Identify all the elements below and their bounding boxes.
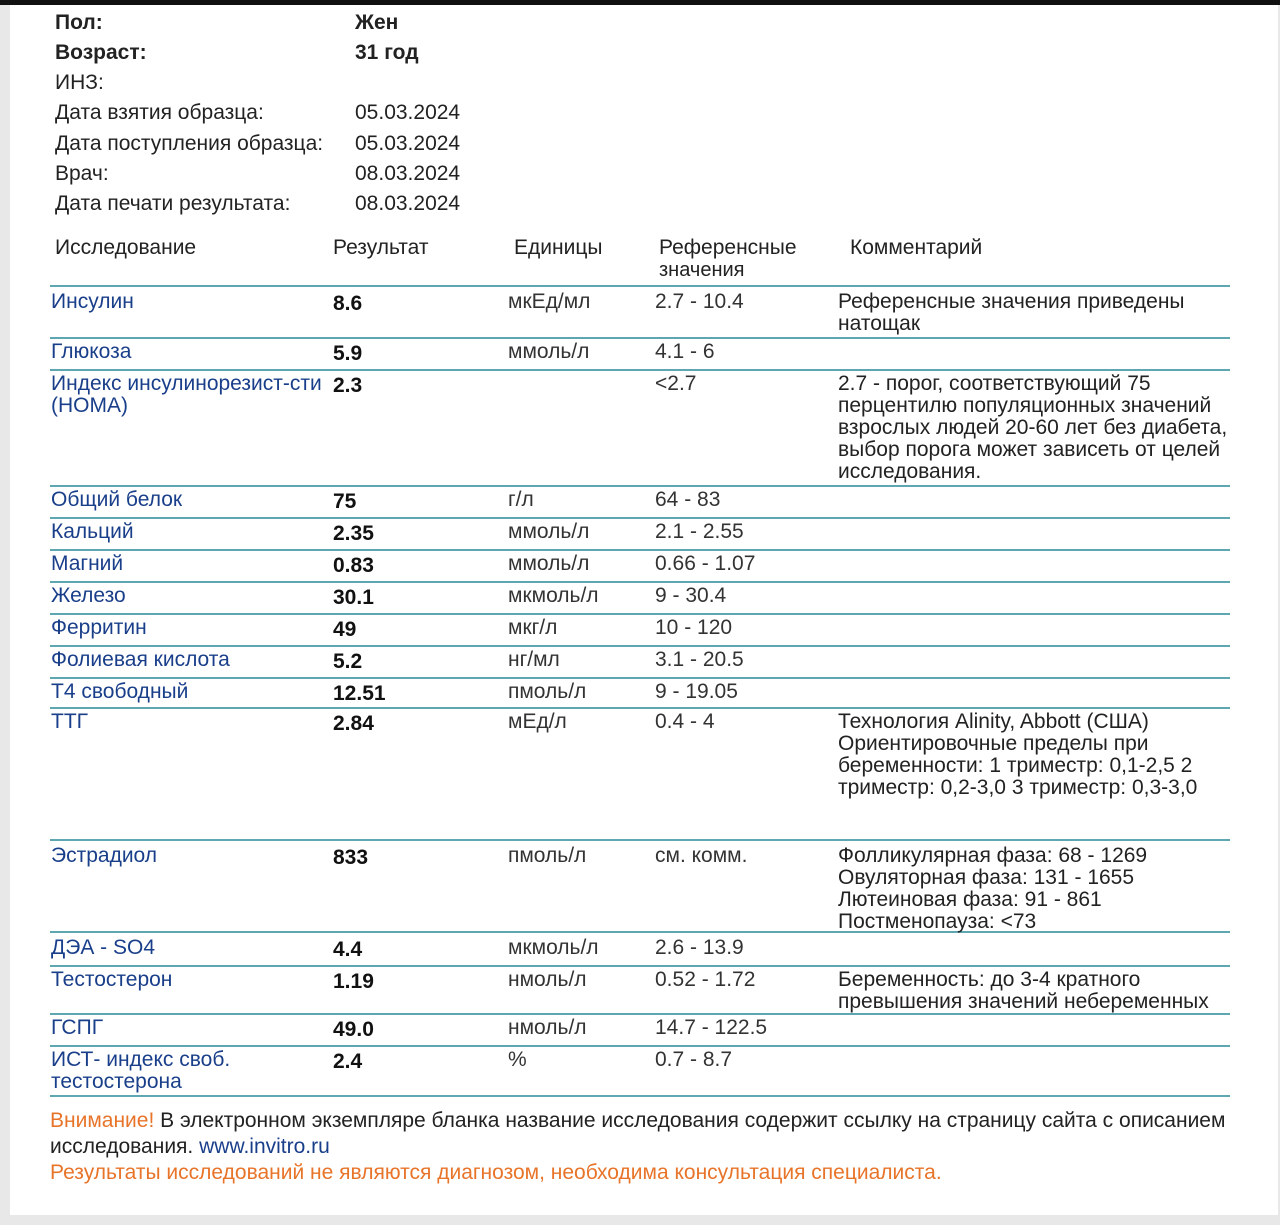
test-name-link[interactable]: Индекс инсулинорезист-сти (HOMA) — [51, 372, 322, 417]
warning-note — [50, 1108, 1250, 1160]
reference-range: 2.6 - 13.9 — [655, 936, 744, 959]
table-row — [50, 551, 1230, 583]
test-name-link[interactable]: Общий белок — [51, 488, 183, 511]
table-row — [50, 843, 1230, 933]
units: ммоль/л — [508, 552, 590, 575]
reference-range: см. комм. — [655, 844, 748, 867]
result-value: 75 — [333, 490, 357, 513]
site-link[interactable]: www.invitro.ru — [199, 1135, 330, 1158]
comment: Референсные значения приведены натощак — [838, 290, 1185, 335]
units: г/л — [508, 488, 534, 511]
age-value: 31 год — [355, 41, 419, 64]
reference-range: <2.7 — [655, 372, 697, 395]
result-value: 2.84 — [333, 712, 374, 735]
table-row — [50, 615, 1230, 647]
units: нг/мл — [508, 648, 560, 671]
test-name-link[interactable]: Тестостерон — [51, 968, 173, 991]
column-header-reference-line1: Референсные — [659, 236, 797, 259]
table-row — [50, 289, 1230, 339]
result-value: 2.35 — [333, 522, 374, 545]
column-header-reference-line2: значения — [659, 259, 745, 281]
units: нмоль/л — [508, 1016, 587, 1039]
age-label: Возраст: — [55, 41, 147, 64]
units: мкг/л — [508, 616, 558, 639]
table-row — [50, 583, 1230, 615]
test-name-link[interactable]: Железо — [51, 584, 126, 607]
test-name-link[interactable]: ДЭА - SO4 — [51, 936, 156, 959]
doctor-value: 08.03.2024 — [355, 162, 461, 185]
units: мкмоль/л — [508, 584, 599, 607]
test-name-link[interactable]: Глюкоза — [51, 340, 132, 363]
sex-value: Жен — [355, 11, 399, 34]
result-value: 8.6 — [333, 292, 363, 315]
comment: Технология Alinity, Abbott (США) Ориентировочные пределы при беременности: 1 триместр: 0,1-2,5 2 триместр: 0,2-3,0 3 триместр: 0,3-3,0 — [838, 710, 1198, 799]
table-row — [50, 679, 1230, 709]
test-name-link[interactable]: Т4 свободный — [51, 680, 189, 703]
comment: Фолликулярная фаза: 68 - 1269 Овуляторная фаза: 131 - 1655 Лютеиновая фаза: 91 - 861 Постменопауза: <73 — [838, 844, 1148, 933]
sample-received-value: 05.03.2024 — [355, 132, 461, 155]
units: % — [508, 1048, 527, 1071]
result-value: 4.4 — [333, 938, 363, 961]
reference-range: 10 - 120 — [655, 616, 733, 639]
table-row — [50, 519, 1230, 551]
test-name-link[interactable]: Инсулин — [51, 290, 134, 313]
reference-range: 0.4 - 4 — [655, 710, 715, 733]
units: мкЕд/мл — [508, 290, 591, 313]
units: ммоль/л — [508, 340, 590, 363]
reference-range: 0.52 - 1.72 — [655, 968, 756, 991]
reference-range: 9 - 30.4 — [655, 584, 727, 607]
result-value: 49.0 — [333, 1018, 374, 1041]
column-header-test: Исследование — [55, 236, 197, 259]
test-name-link[interactable]: Ферритин — [51, 616, 147, 639]
reference-range: 0.7 - 8.7 — [655, 1048, 733, 1071]
result-value: 2.4 — [333, 1050, 363, 1073]
sex-label: Пол: — [55, 11, 103, 34]
result-value: 30.1 — [333, 586, 374, 609]
table-row — [50, 1047, 1230, 1097]
test-name-link[interactable]: ГСПГ — [51, 1016, 104, 1039]
comment: Беременность: до 3-4 кратного превышения значений небеременных — [838, 968, 1209, 1013]
sample-received-label: Дата поступления образца: — [55, 132, 324, 155]
lab-report-sheet — [10, 5, 1278, 1215]
table-row — [50, 1015, 1230, 1047]
test-name-link[interactable]: Магний — [51, 552, 124, 575]
test-name-link[interactable]: ИСТ- индекс своб. тестостерона — [51, 1048, 231, 1093]
result-value: 12.51 — [333, 682, 386, 705]
units: мЕд/л — [508, 710, 567, 733]
result-value: 1.19 — [333, 970, 374, 993]
warning-word: Внимание! — [50, 1109, 155, 1132]
units: пмоль/л — [508, 844, 587, 867]
sample-taken-label: Дата взятия образца: — [55, 101, 264, 124]
reference-range: 2.1 - 2.55 — [655, 520, 744, 543]
column-header-units: Единицы — [514, 236, 603, 259]
reference-range: 9 - 19.05 — [655, 680, 738, 703]
table-row — [50, 935, 1230, 967]
test-name-link[interactable]: ТТГ — [51, 710, 89, 733]
comment: 2.7 - порог, соответствующий 75 перцентилю популяционных значений взрослых людей 20-60 лет без диабета, выбор порога может зависеть от целей исследования. — [838, 372, 1228, 483]
reference-range: 3.1 - 20.5 — [655, 648, 744, 671]
reference-range: 4.1 - 6 — [655, 340, 715, 363]
sample-taken-value: 05.03.2024 — [355, 101, 461, 124]
print-date-label: Дата печати результата: — [55, 192, 291, 215]
test-name-link[interactable]: Кальций — [51, 520, 134, 543]
result-value: 5.2 — [333, 650, 363, 673]
column-header-result: Результат — [333, 236, 429, 259]
table-row — [50, 371, 1230, 487]
disclaimer: Результаты исследований не являются диагнозом, необходима консультация специалиста. — [50, 1161, 942, 1184]
units: нмоль/л — [508, 968, 587, 991]
table-row — [50, 709, 1230, 841]
test-name-link[interactable]: Эстрадиол — [51, 844, 158, 867]
reference-range: 2.7 - 10.4 — [655, 290, 744, 313]
table-row — [50, 647, 1230, 679]
reference-range: 0.66 - 1.07 — [655, 552, 756, 575]
units: ммоль/л — [508, 520, 590, 543]
reference-range: 64 - 83 — [655, 488, 721, 511]
header-divider — [50, 285, 1230, 287]
result-value: 49 — [333, 618, 357, 641]
units: пмоль/л — [508, 680, 587, 703]
result-value: 5.9 — [333, 342, 363, 365]
units: мкмоль/л — [508, 936, 599, 959]
result-value: 833 — [333, 846, 369, 869]
table-row — [50, 339, 1230, 371]
print-date-value: 08.03.2024 — [355, 192, 461, 215]
table-row — [50, 487, 1230, 519]
reference-range: 14.7 - 122.5 — [655, 1016, 768, 1039]
doctor-label: Врач: — [55, 162, 109, 185]
result-value: 0.83 — [333, 554, 374, 577]
column-header-reference — [659, 237, 797, 281]
column-header-comment: Комментарий — [850, 236, 983, 259]
result-value: 2.3 — [333, 374, 363, 397]
inz-label: ИНЗ: — [55, 71, 104, 94]
table-row — [50, 967, 1230, 1015]
test-name-link[interactable]: Фолиевая кислота — [51, 648, 230, 671]
warning-text: В электронном экземпляре бланка название исследования содержит ссылку на страницу сайта с описанием исследования. — [50, 1109, 1226, 1158]
